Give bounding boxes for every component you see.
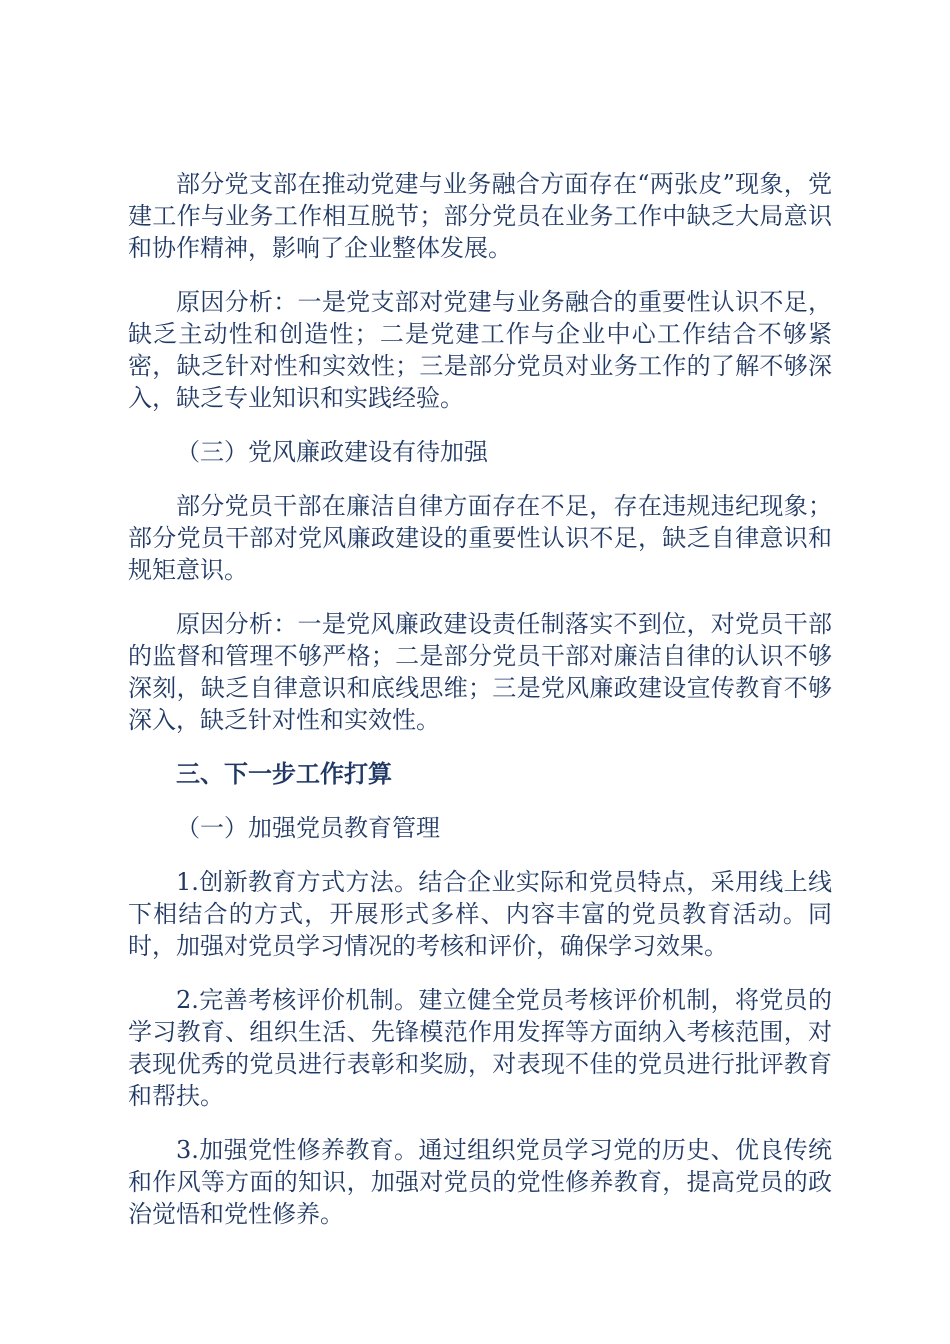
subheading-integrity: （三）党风廉政建设有待加强: [176, 438, 488, 466]
paragraph-item-1: 1.创新教育方式方法。结合企业实际和党员特点，采用线上线下相结合的方式，开展形式多样、内容丰富的党员教育活动。同时，加强对党员学习情况的考核和评价，确保学习效果。: [128, 868, 832, 960]
document-page: [128, 168, 832, 1252]
subheading-education: （一）加强党员教育管理: [176, 814, 440, 842]
paragraph-item-2: 2.完善考核评价机制。建立健全党员考核评价机制，将党员的学习教育、组织生活、先锋模范作用发挥等方面纳入考核范围，对表现优秀的党员进行表彰和奖励，对表现不佳的党员进行批评教育和帮扶。: [128, 986, 832, 1110]
paragraph-two-skins: 部分党支部在推动党建与业务融合方面存在“两张皮”现象，党建工作与业务工作相互脱节；部分党员在业务工作中缺乏大局意识和协作精神，影响了企业整体发展。: [128, 170, 832, 262]
paragraph-item-3: 3.加强党性修养教育。通过组织党员学习党的历史、优良传统和作风等方面的知识，加强对党员的党性修养教育，提高党员的政治觉悟和党性修养。: [128, 1136, 832, 1228]
section-heading-next-steps: 三、下一步工作打算: [176, 759, 392, 788]
paragraph-integrity-issues: 部分党员干部在廉洁自律方面存在不足，存在违规违纪现象；部分党员干部对党风廉政建设的重要性认识不足，缺乏自律意识和规矩意识。: [128, 492, 832, 584]
paragraph-cause-analysis-2: 原因分析：一是党支部对党建与业务融合的重要性认识不足，缺乏主动性和创造性；二是党建工作与企业中心工作结合不够紧密，缺乏针对性和实效性；三是部分党员对业务工作的了解不够深入，缺乏专业知识和实践经验。: [128, 288, 832, 412]
paragraph-cause-analysis-3: 原因分析：一是党风廉政建设责任制落实不到位，对党员干部的监督和管理不够严格；二是部分党员干部对廉洁自律的认识不够深刻，缺乏自律意识和底线思维；三是党风廉政建设宣传教育不够深入，缺乏针对性和实效性。: [128, 610, 832, 734]
